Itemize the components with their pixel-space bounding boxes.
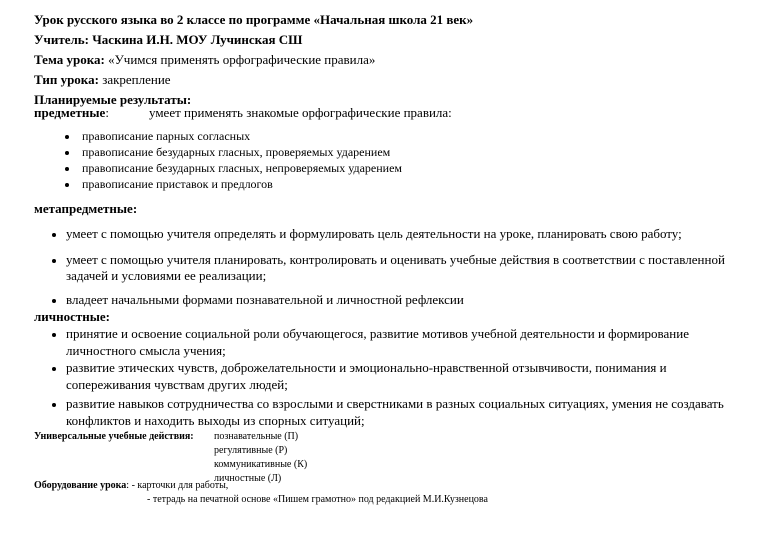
meta-item-continuation: задачей и условиями ее реализации;: [66, 268, 267, 283]
personal-item-continuation: личностного смысла учения;: [66, 343, 226, 358]
personal-item: развитие навыков сотрудничества со взрослыми и сверстниками в разных социальных ситуациях, умения не создавать: [66, 396, 724, 411]
bullet-icon: [52, 299, 56, 303]
meta-item: умеет с помощью учителя определять и формулировать цель деятельности на уроке, планировать свою работу;: [66, 226, 682, 241]
subject-label: предметные: [34, 105, 106, 120]
personal-label: личностные:: [34, 309, 111, 324]
topic-value: «Учимся применять орфографические правила»: [104, 52, 376, 67]
uud-item: коммуникативные (К): [214, 459, 308, 470]
bullet-icon: [65, 151, 69, 155]
equipment-line: [34, 480, 228, 491]
uud-label: Универсальные учебные действия:: [34, 431, 194, 442]
equipment-item: : - карточки для работы,: [126, 480, 229, 491]
personal-item: развитие этических чувств, доброжелательности и эмоционально-нравственной отзывчивости, понимания и: [66, 360, 667, 375]
teacher-line: Учитель: Часкина И.Н. МОУ Лучинская СШ: [34, 32, 303, 47]
topic-line: [34, 52, 375, 68]
bullet-icon: [52, 333, 56, 337]
bullet-icon: [52, 367, 56, 371]
bullet-icon: [65, 183, 69, 187]
equipment-item: - тетрадь на печатной основе «Пишем грамотно» под редакцией М.И.Кузнецова: [147, 494, 488, 505]
subject-item: правописание парных согласных: [82, 129, 251, 143]
type-label: Тип урока:: [34, 72, 99, 87]
uud-item: познавательные (П): [214, 431, 299, 442]
equipment-label: Оборудование урока: [34, 480, 127, 491]
uud-item: личностные (Л): [214, 473, 282, 484]
subject-item: правописание безударных гласных, проверяемых ударением: [82, 145, 391, 159]
topic-label: Тема урока:: [34, 52, 105, 67]
lesson-title: Урок русского языка во 2 классе по программе «Начальная школа 21 век»: [34, 12, 474, 27]
bullet-icon: [52, 233, 56, 237]
bullet-icon: [65, 167, 69, 171]
type-line: [34, 72, 171, 88]
meta-item: умеет с помощью учителя планировать, контролировать и оценивать учебные действия в соответствии с поставленной: [66, 252, 725, 267]
subject-item: правописание безударных гласных, непроверяемых ударением: [82, 161, 403, 175]
bullet-icon: [65, 135, 69, 139]
subject-intro: умеет применять знакомые орфографические правила:: [149, 105, 452, 120]
bullet-icon: [52, 403, 56, 407]
type-value: закрепление: [98, 72, 171, 87]
results-heading: Планируемые результаты:: [34, 92, 192, 107]
bullet-icon: [52, 259, 56, 263]
personal-item-continuation: конфликтов и находить выходы из спорных ситуаций;: [66, 413, 365, 428]
personal-item: принятие и освоение социальной роли обучающегося, развитие мотивов учебной деятельности и формирование: [66, 326, 689, 341]
subject-item: правописание приставок и предлогов: [82, 177, 273, 191]
personal-item-continuation: сопереживания чувствам других людей;: [66, 377, 288, 392]
meta-item: владеет начальными формами познавательной и личностной рефлексии: [66, 292, 464, 307]
uud-item: регулятивные (Р): [214, 445, 288, 456]
meta-label: метапредметные:: [34, 201, 138, 216]
subject-label-line: предметные:: [34, 105, 109, 120]
